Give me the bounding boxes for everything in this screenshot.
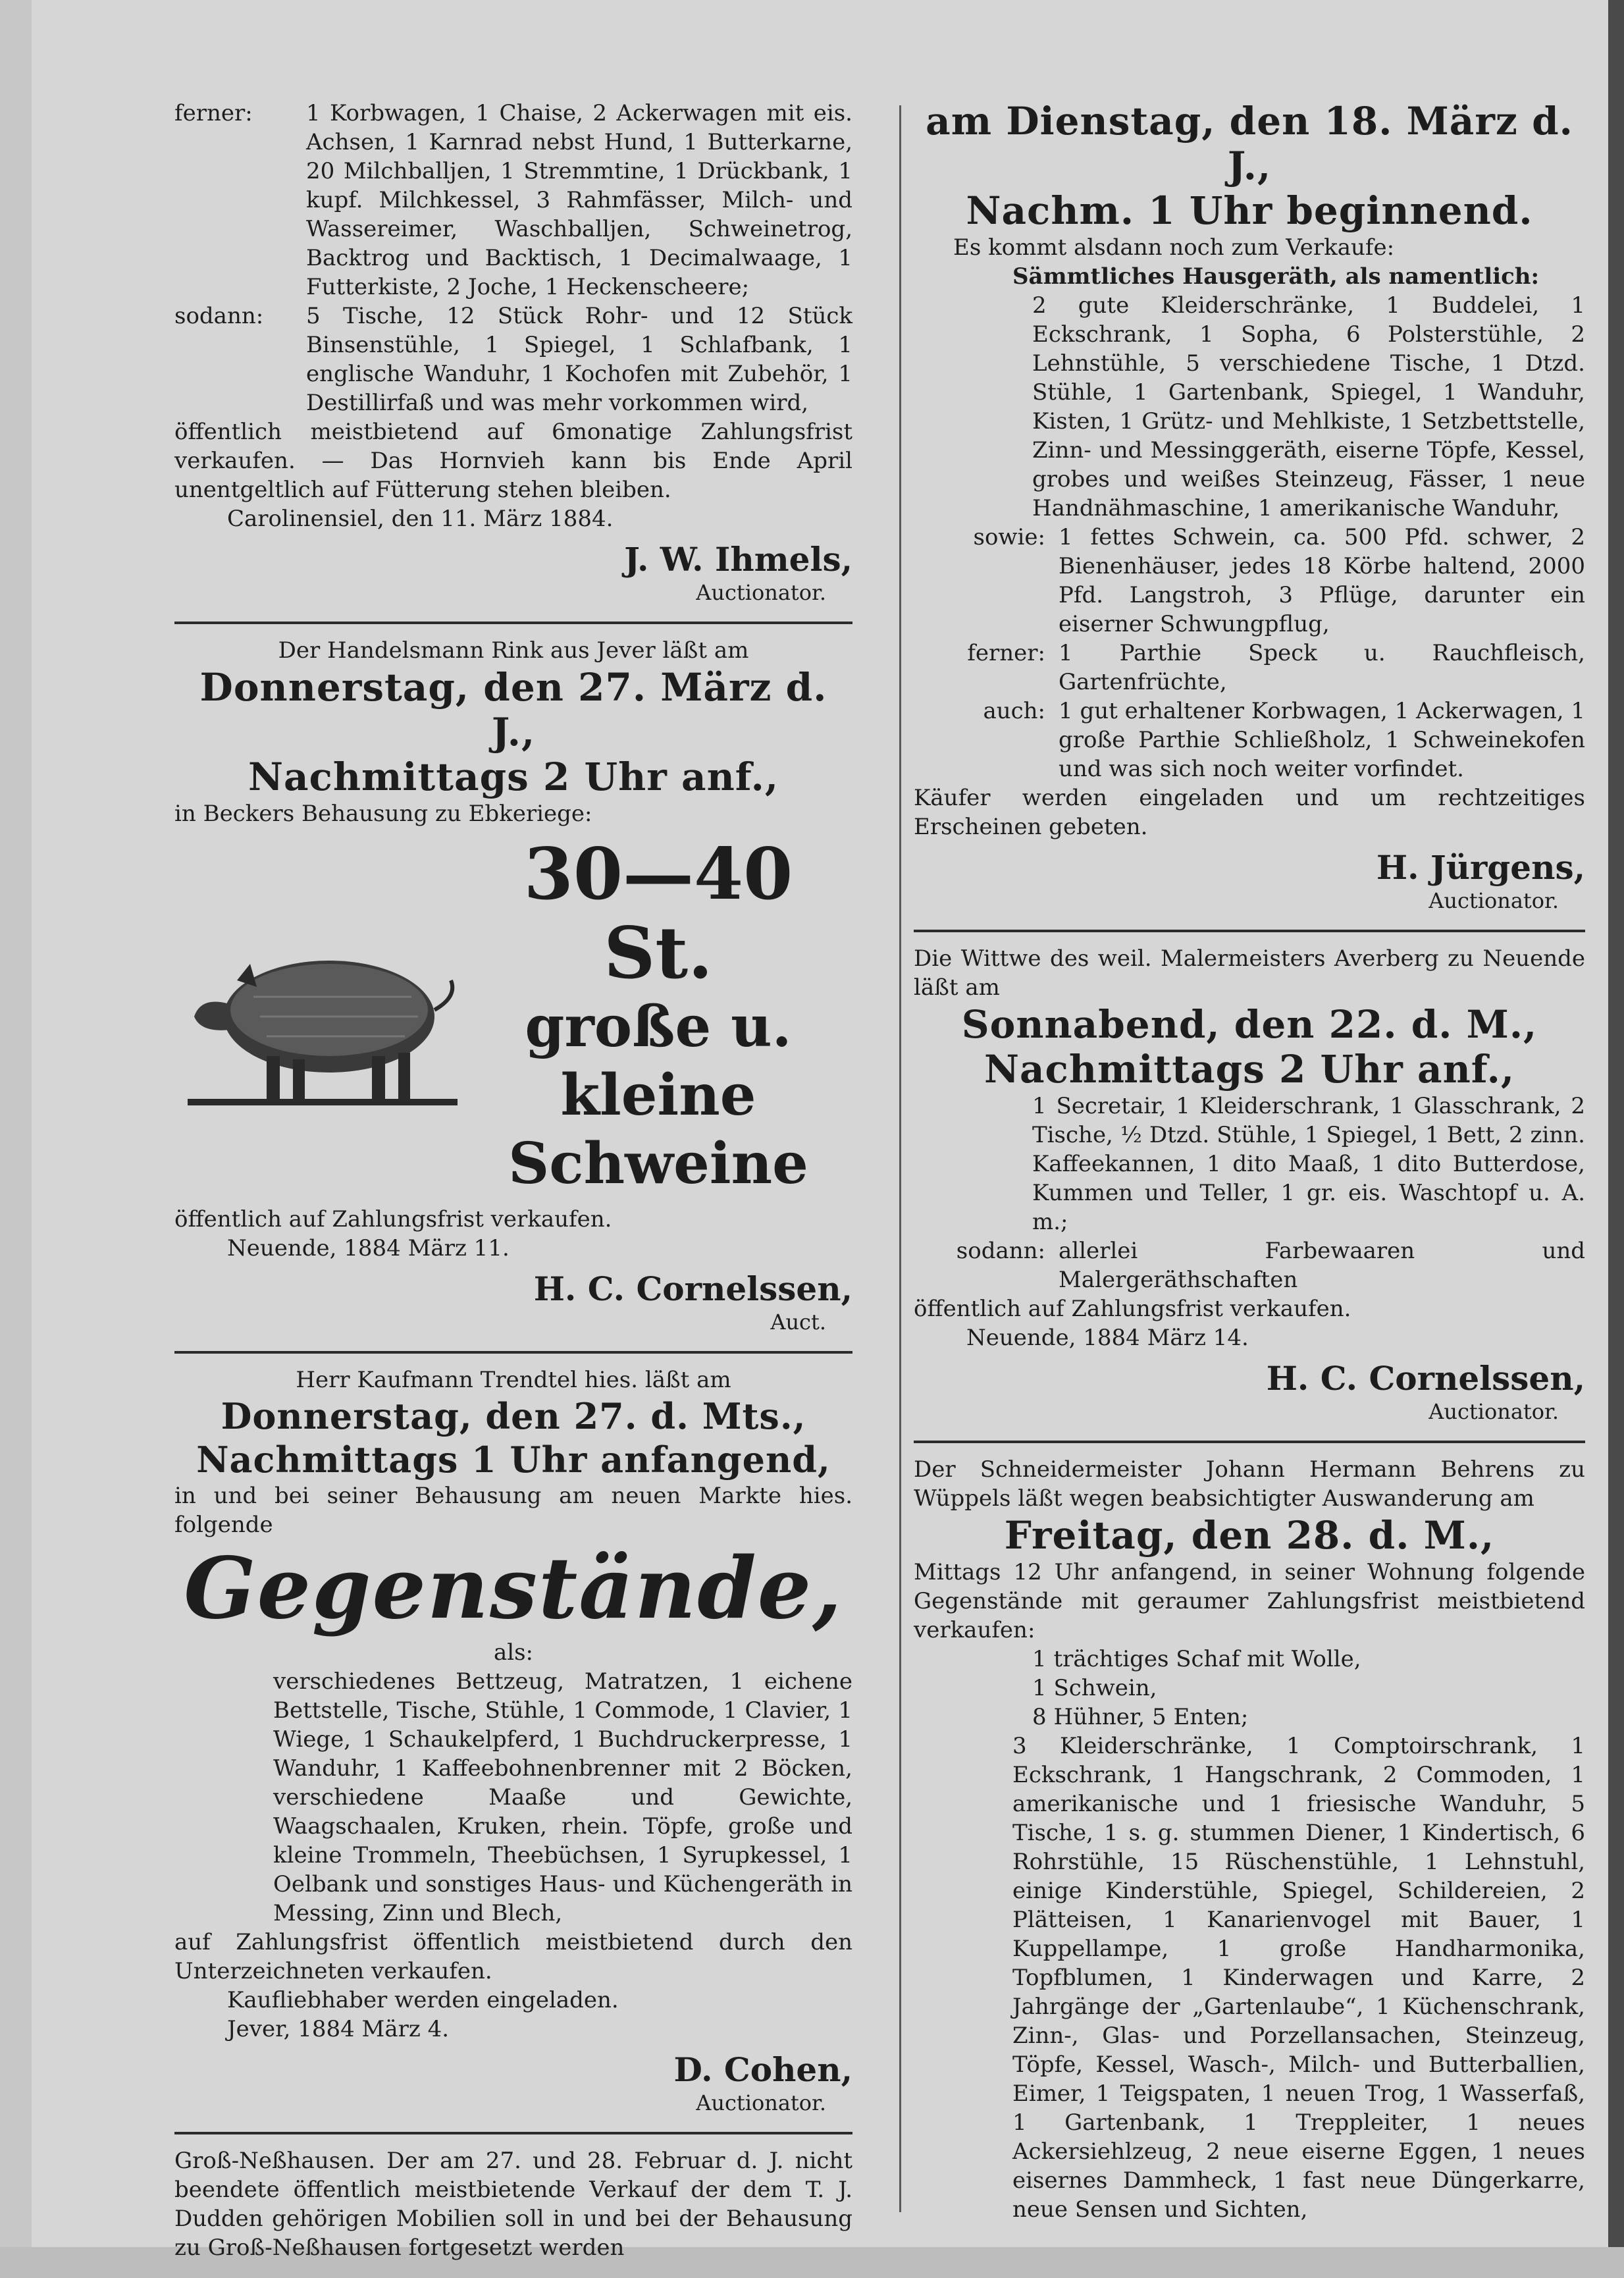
ad-trendtel	[174, 1365, 852, 2116]
signature-name: H. C. Cornelssen,	[1266, 1359, 1585, 1398]
signature	[914, 1359, 1585, 1425]
ad-body: auf Zahlungsfrist öffentlich meistbietend durch den Unterzeichneten verkaufen.	[174, 1929, 852, 1984]
ad-separator	[174, 2132, 852, 2134]
ad-items: verschiedenes Bettzeug, Matratzen, 1 eichene Bettstelle, Tische, Stühle, 1 Commode, 1 Clavier, 1 Wiege, 1 Schaukelpferd, 1 Buchdruckerpresse, 1 Wanduhr, 1 Kaffeebohnenbrenner mit 2 Böcken, verschiedene Maaße und Gewichte, Waagschaalen, Kruken, rhein. Töpfe, große und kleine Trommeln, Theebüchsen, 1 Syrupkessel, 1 Oelbank und sonstiges Haus- und Küchengeräth in Messing, Zinn und Blech,	[273, 1668, 852, 1926]
sowie-row	[914, 523, 1585, 639]
sodann-row	[914, 1236, 1585, 1294]
auch-text: 1 gut erhaltener Korbwagen, 1 Ackerwagen, 1 große Parthie Schließholz, 1 Schweinekofen und was sich noch weiter vorfindet.	[1059, 698, 1586, 782]
ad-date-line: Donnerstag, den 27. d. Mts.,	[221, 1395, 806, 1437]
item-poultry: 8 Hühner, 5 Enten;	[1032, 1704, 1249, 1730]
pig-count: 30—40 St.	[523, 833, 793, 995]
signature	[174, 540, 852, 606]
ad-body: öffentlich meistbietend auf 6monatige Zahlungsfrist verkaufen. — Das Hornvieh kann bis Ende April unentgeltlich auf Fütterung stehen bleiben.	[174, 419, 852, 503]
ad-body: Mittags 12 Uhr anfangend, in seiner Wohnung folgende Gegenstände mit geraumer Zahlungsfrist meistbietend verkaufen:	[914, 1559, 1585, 1643]
scan-edge-right	[1608, 0, 1624, 2247]
signature-name: H. C. Cornelssen,	[533, 1269, 852, 1308]
ad-time-line: Nachmittags 2 Uhr anf.,	[248, 755, 779, 799]
ad-ihmels	[174, 99, 852, 606]
ferner-label: ferner:	[174, 100, 253, 126]
ad-separator	[174, 1351, 852, 1354]
ferner-label: ferner:	[967, 640, 1045, 666]
auch-label: auch:	[983, 698, 1045, 724]
ad-date: Jever, 1884 März 4.	[227, 2016, 450, 2042]
ad-date: Neuende, 1884 März 11.	[227, 1235, 510, 1261]
ad-items: 3 Kleiderschränke, 1 Comptoirschrank, 1 Eckschrank, 1 Hangschrank, 2 Commoden, 1 amerikanische und 1 friesische Wanduhr, 5 Tische, 1 s. g. stummen Diener, 1 Kindertisch, 6 Rohrstühle, 15 Rüschenstühle, 1 Lehnstuhl, einige Kinderstühle, Spiegel, Schildereien, 2 Plätteisen, 1 Kanarienvogel mit Bauer, 1 Kuppellampe, 1 große Handharmonika, Topfblumen, 1 Kinderwagen und Karre, 2 Jahrgänge der „Gartenlaube“, 1 Küchenschrank, Zinn-, Glas- und Porzellansachen, Steinzeug, Töpfe, Kessel, Wasch-, Milch- und Butterballien, Eimer, 1 Teigspaten, 1 neuen Trog, 1 Wasserfaß, 1 Gartenbank, 1 Treppleiter, 1 neues Ackersiehlzeug, 2 neue eiserne Eggen, 1 neues eisernes Dammheck, 1 fast neue Düngerkarre, neue Sensen und Sichten,	[1012, 1733, 1585, 2223]
ad-items: 1 Secretair, 1 Kleiderschrank, 1 Glasschrank, 2 Tische, ½ Dtzd. Stühle, 1 Spiegel, 1 Bett, 2 zinn. Kaffeekannen, 1 dito Maaß, 1 dito Butterdose, Kummen und Teller, 1 gr. eis. Waschtopf u. A. m.;	[1032, 1093, 1585, 1235]
item-pig: 1 Schwein,	[1032, 1675, 1157, 1701]
ad-dudden	[174, 2146, 852, 2262]
ad-place: in und bei seiner Behausung am neuen Markte hies. folgende	[174, 1483, 852, 1538]
ad-date-line: Donnerstag, den 27. März d. J.,	[199, 665, 827, 755]
ad-place: in Beckers Behausung zu Ebkeriege:	[174, 801, 592, 827]
ad-date: Neuende, 1884 März 14.	[966, 1325, 1249, 1351]
sowie-label: sowie:	[973, 524, 1045, 550]
scan-edge	[0, 0, 34, 2247]
ad-intro: Herr Kaufmann Trendtel hies. läßt am	[296, 1367, 731, 1393]
ad-behrens	[914, 1455, 1585, 2224]
signature-name: D. Cohen,	[673, 2050, 852, 2089]
ad-date-line: am Dienstag, den 18. März d. J.,	[926, 99, 1573, 188]
ad-body: öffentlich auf Zahlungsfrist verkaufen.	[914, 1296, 1351, 1322]
signature-role: Auct.	[770, 1310, 826, 1335]
sodann-text: allerlei Farbewaaren und Malergeräthschaften	[1059, 1238, 1585, 1293]
ad-date: Carolinensiel, den 11. März 1884.	[227, 506, 614, 532]
ad-date-line: Sonnabend, den 22. d. M.,	[961, 1002, 1538, 1047]
newspaper-page	[32, 0, 1608, 2261]
ad-invite: Kaufliebhaber werden eingeladen.	[227, 1987, 619, 2013]
signature-name: J. W. Ihmels,	[624, 540, 852, 579]
ad-intro: Der Handelsmann Rink aus Jever läßt am	[278, 637, 749, 664]
ferner-row	[914, 639, 1585, 697]
ad-time-line: Nachmittags 1 Uhr anfangend,	[196, 1439, 831, 1481]
item-sheep: 1 trächtiges Schaf mit Wolle,	[1032, 1646, 1361, 1672]
signature-role: Auctionator.	[1428, 888, 1559, 913]
ad-date-line: Freitag, den 28. d. M.,	[1004, 1513, 1495, 1558]
signature-role: Auctionator.	[696, 580, 826, 605]
ad-time-line: Nachm. 1 Uhr beginnend.	[966, 188, 1533, 233]
ad-separator	[914, 1441, 1585, 1443]
right-column	[914, 99, 1585, 2240]
als-label: als:	[493, 1639, 534, 1666]
signature	[174, 2050, 852, 2116]
sodann-label: sodann:	[956, 1238, 1045, 1264]
left-column	[174, 99, 852, 2278]
signature	[914, 848, 1585, 914]
sowie-text: 1 fettes Schwein, ca. 500 Pfd. schwer, 2 Bienenhäuser, jedes 18 Körbe haltend, 2000 Pfd. Langstroh, 3 Pflüge, darunter ein eiserner Schwungpflug,	[1059, 524, 1585, 637]
pig-block	[174, 835, 852, 1198]
signature-role: Auctionator.	[1428, 1399, 1559, 1424]
ad-juergens	[914, 99, 1585, 914]
pig-illustration	[174, 918, 464, 1115]
pig-word: Schweine	[508, 1130, 808, 1197]
ad-averberg	[914, 944, 1585, 1425]
ad-separator	[174, 622, 852, 624]
column-divider	[899, 105, 901, 2212]
ad-items: 2 gute Kleiderschränke, 1 Buddelei, 1 Eckschrank, 1 Sopha, 6 Polsterstühle, 2 Lehnstühle, 5 verschiedene Tische, 1 Dtzd. Stühle, 1 Gartenbank, Spiegel, 1 Wanduhr, Kisten, 1 Grütz- und Mehlkiste, 1 Setzbettstelle, Zinn- und Messinggeräth, eiserne Töpfe, Kessel, grobes und weißes Steinzeug, Fässer, 1 neue Handnähmaschine, 1 amerikanische Wanduhr,	[1032, 292, 1585, 521]
pig-headline	[464, 835, 852, 1198]
pig-size: große u. kleine	[525, 993, 792, 1128]
auch-row	[914, 697, 1585, 783]
sodann-row	[174, 302, 852, 417]
ad-heading: Sämmtliches Hausgeräth, als namentlich:	[1012, 263, 1540, 290]
sodann-label: sodann:	[174, 303, 264, 329]
ferner-text: 1 Parthie Speck u. Rauchfleisch, Gartenfrüchte,	[1059, 640, 1585, 695]
signature-role: Auctionator.	[696, 2090, 826, 2115]
ad-intro: Der Schneidermeister Johann Hermann Behrens zu Wüppels läßt wegen beabsichtigter Auswanderung am	[914, 1456, 1585, 1512]
ferner-row	[174, 99, 852, 302]
ad-text: Groß-Neßhausen. Der am 27. und 28. Februar d. J. nicht beendete öffentlich meistbietende Verkauf der dem T. J. Dudden gehörigen Mobilien soll in und bei der Behausung zu Groß-Neßhausen fortgesetzt werden	[174, 2148, 852, 2261]
ad-headline: Gegenstände,	[184, 1539, 843, 1638]
sodann-text: 5 Tische, 12 Stück Rohr- und 12 Stück Binsenstühle, 1 Spiegel, 1 Schlafbank, 1 englische Wanduhr, 1 Kochofen mit Zubehör, 1 Destillirfaß und was mehr vorkommen wird,	[306, 303, 852, 416]
signature-name: H. Jürgens,	[1376, 848, 1585, 887]
ad-intro: Es kommt alsdann noch zum Verkaufe:	[953, 234, 1395, 261]
ad-separator	[914, 930, 1585, 932]
ferner-text: 1 Korbwagen, 1 Chaise, 2 Ackerwagen mit eis. Achsen, 1 Karnrad nebst Hund, 1 Butterkarne, 20 Milchballjen, 1 Stremmtine, 1 Drückbank, 1 kupf. Milchkessel, 3 Rahmfässer, Milch- und Wassereimer, Waschballjen, Schweinetrog, Backtrog und Backtisch, 1 Decimalwaage, 1 Futterkiste, 2 Joche, 1 Heckenscheere;	[306, 100, 852, 300]
ad-rink	[174, 636, 852, 1335]
ad-body: Käufer werden eingeladen und um rechtzeitiges Erscheinen gebeten.	[914, 785, 1585, 840]
ad-body: öffentlich auf Zahlungsfrist verkaufen.	[174, 1206, 612, 1232]
ad-intro: Die Wittwe des weil. Malermeisters Averberg zu Neuende läßt am	[914, 945, 1585, 1001]
signature	[174, 1269, 852, 1335]
ad-time-line: Nachmittags 2 Uhr anf.,	[983, 1047, 1515, 1092]
